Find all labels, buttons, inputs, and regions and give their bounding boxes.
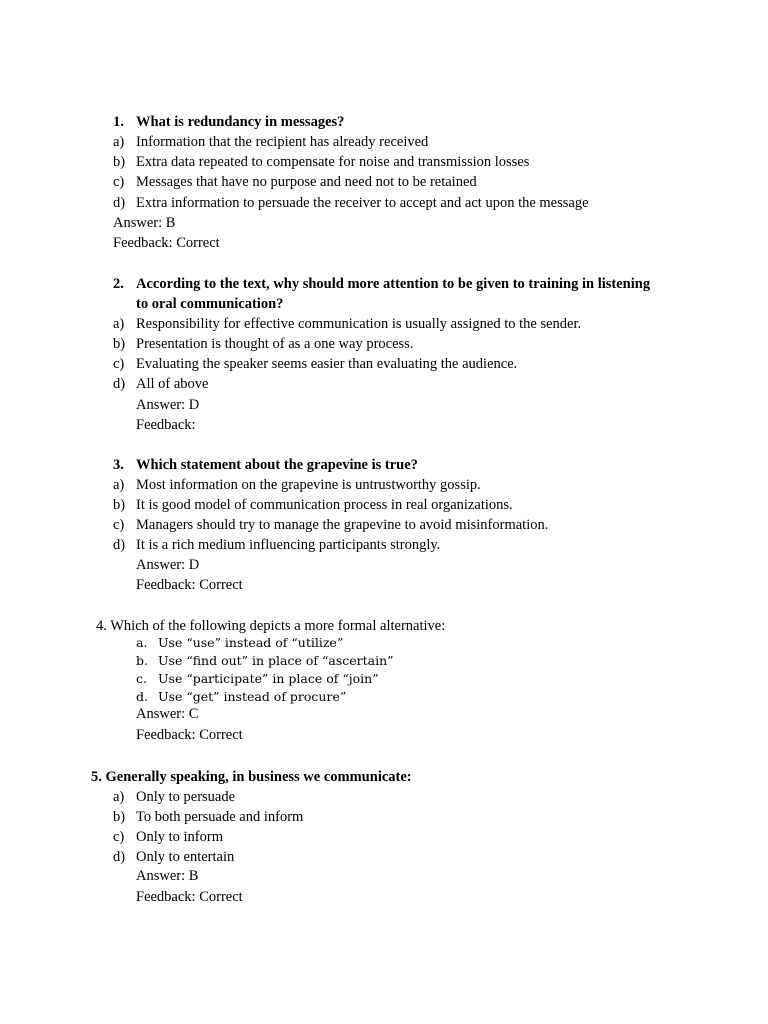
option-text: Evaluating the speaker seems easier than evaluating the audience. [136, 356, 518, 372]
option-text: Managers should try to manage the grapevine to avoid misinformation. [136, 517, 549, 533]
feedback: Feedback: Correct [136, 727, 243, 743]
option-text: Use “use” instead of “utilize” [158, 635, 344, 650]
answer: Answer: C [136, 706, 199, 722]
option-letter: d. [136, 689, 148, 704]
option-letter: a) [113, 134, 125, 150]
option-text: Information that the recipient has already received [136, 134, 429, 150]
option-text: Extra information to persuade the receiver to accept and act upon the message [136, 195, 589, 211]
option-text: It is a rich medium influencing participants strongly. [136, 537, 441, 553]
option-text: Most information on the grapevine is untrustworthy gossip. [136, 477, 481, 493]
option-letter: b) [113, 336, 126, 352]
option-letter: a) [113, 789, 125, 805]
option-letter: c) [113, 517, 125, 533]
option-letter: d) [113, 376, 126, 392]
answer: Answer: B [113, 215, 176, 231]
option-letter: b) [113, 809, 126, 825]
feedback: Feedback: Correct [136, 889, 243, 905]
option-text: Only to inform [136, 829, 223, 845]
question-text-line-1: According to the text, why should more attention to be given to training in listening [136, 276, 651, 292]
option-letter: c. [136, 671, 147, 686]
answer: Answer: D [136, 397, 200, 413]
option-letter: a) [113, 316, 125, 332]
question-text: What is redundancy in messages? [136, 114, 345, 130]
option-text: Use “participate” in place of “join” [158, 671, 379, 686]
option-letter: c) [113, 174, 125, 190]
option-text: Messages that have no purpose and need not to be retained [136, 174, 477, 190]
answer: Answer: D [136, 557, 200, 573]
option-text: Use “find out” in place of “ascertain” [158, 653, 394, 668]
question-number: 2. [113, 276, 124, 292]
option-text: Only to entertain [136, 849, 235, 865]
answer: Answer: B [136, 868, 199, 884]
option-text: Extra data repeated to compensate for noise and transmission losses [136, 154, 530, 170]
option-letter: d) [113, 195, 126, 211]
option-text: Responsibility for effective communication is usually assigned to the sender. [136, 316, 582, 332]
question-number: 3. [113, 457, 124, 473]
option-letter: a. [136, 635, 148, 650]
feedback: Feedback: Correct [136, 577, 243, 593]
option-letter: a) [113, 477, 125, 493]
question-text: 5. Generally speaking, in business we communicate: [91, 769, 412, 785]
option-letter: d) [113, 537, 126, 553]
question-text-line-2: to oral communication? [136, 296, 284, 312]
option-letter: b) [113, 497, 126, 513]
option-text: Presentation is thought of as a one way process. [136, 336, 414, 352]
question-number: 1. [113, 114, 124, 130]
option-text: Use “get” instead of procure” [158, 689, 347, 704]
option-letter: b. [136, 653, 148, 668]
feedback: Feedback: Correct [113, 235, 220, 251]
option-text: It is good model of communication process in real organizations. [136, 497, 513, 513]
option-letter: b) [113, 154, 126, 170]
option-text: To both persuade and inform [136, 809, 304, 825]
option-letter: c) [113, 356, 125, 372]
option-letter: d) [113, 849, 126, 865]
question-text: Which statement about the grapevine is true? [136, 457, 418, 473]
option-letter: c) [113, 829, 125, 845]
question-text: 4. Which of the following depicts a more formal alternative: [96, 618, 446, 634]
option-text: All of above [136, 376, 209, 392]
feedback: Feedback: [136, 417, 196, 433]
option-text: Only to persuade [136, 789, 236, 805]
